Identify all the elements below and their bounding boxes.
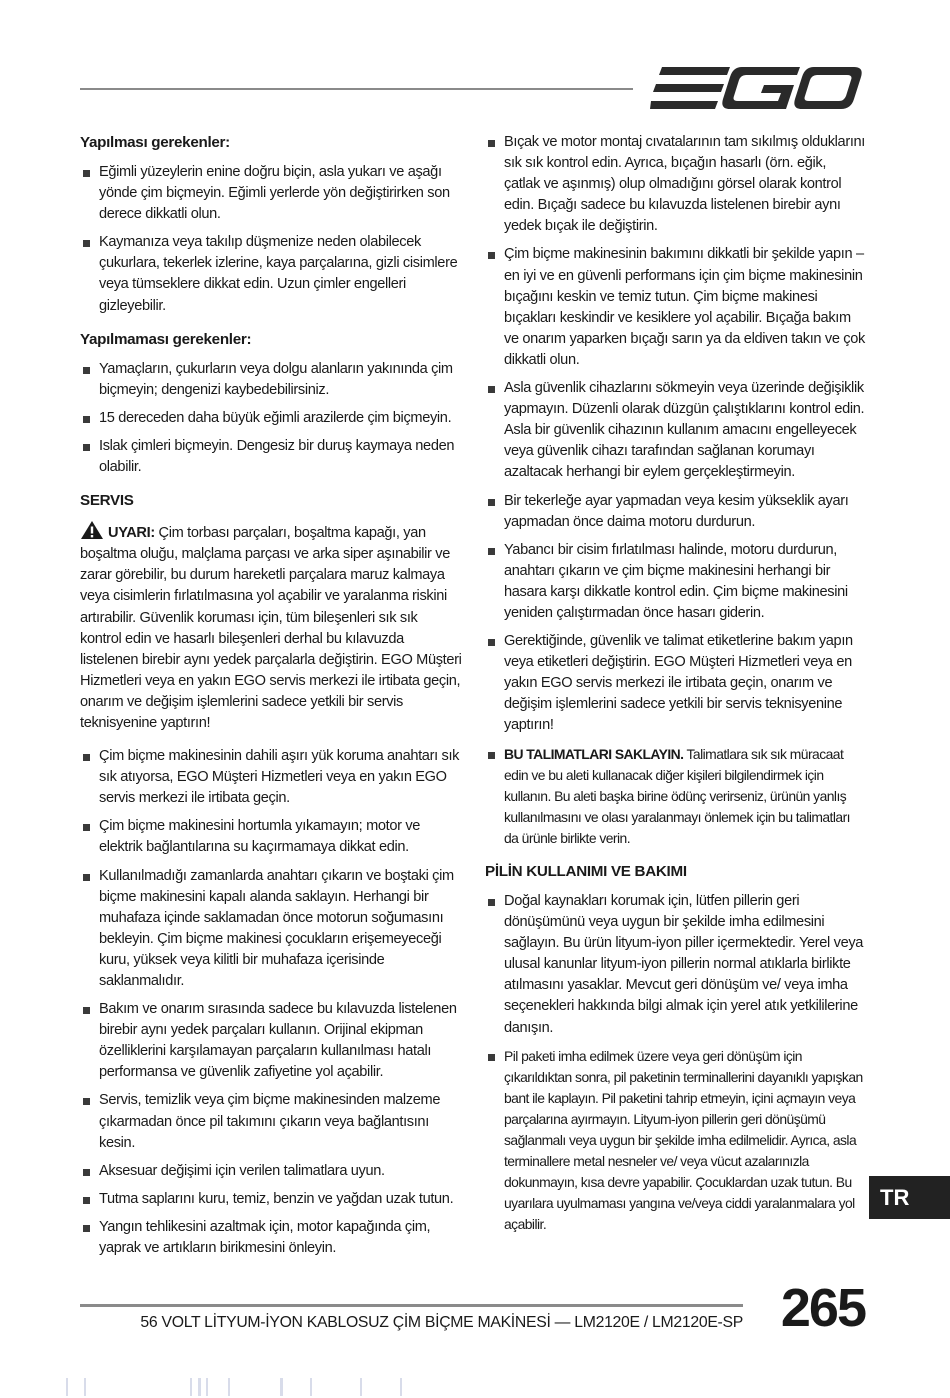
footer-title: 56 VOLT LİTYUM-İYON KABLOSUZ ÇİM BİÇME MAKİNESİ — LM2120E / LM2120E-SP <box>140 1314 743 1331</box>
list-item: Islak çimleri biçmeyin. Dengesiz bir duruş kaymaya neden olabilir. <box>80 436 462 478</box>
donts-heading: Yapılmaması gerekenler: <box>80 330 252 348</box>
list-item: Doğal kaynakları korumak için, lütfen pillerin geri dönüşümünü veya uygun bir şekilde imha edilmesini sağlayın. Bu ürün lityum-iyon piller içermektedir. Yerel veya ulusal kanunlar lityum-iyon pillerin normal atıklarla birlikte atılmasını yasaklar. Mevcut geri dönüşüm ve/ veya imha seçenekleri hakkında bilgi almak için yerel atık yetkililerine danışın. <box>485 891 865 1039</box>
list-item: Aksesuar değişimi için verilen talimatlara uyun. <box>80 1161 462 1182</box>
left-column <box>80 132 462 1271</box>
service-list <box>80 746 462 1259</box>
header-rule <box>80 88 633 90</box>
dos-list <box>80 162 462 317</box>
list-item: Tutma saplarını kuru, temiz, benzin ve yağdan uzak tutun. <box>80 1189 462 1210</box>
list-item: Kullanılmadığı zamanlarda anahtarı çıkarın ve boştaki çim biçme makinesini kapalı alanda saklayın. Herhangi bir muhafaza içinde saklamadan önce motorun soğumasını bekleyin. Çim biçme makinesi çocukların erişemeyeceği kuru, yüksek veya kilitli bir muhafaza içerisinde saklanmalıdır. <box>80 866 462 993</box>
save-instructions-item <box>485 744 865 849</box>
print-edge-marks <box>60 1376 460 1398</box>
language-tab: TR <box>869 1176 950 1219</box>
page-number: 265 <box>780 1278 865 1338</box>
service-list-continued <box>485 132 865 849</box>
list-item: Bakım ve onarım sırasında sadece bu kılavuzda listelenen birebir aynı yedek parçaları kullanın. Orijinal ekipman özelliklerini karşılamayan parçaların kullanılması hatalı performansa ve güvenlik zafiyetine yol açabilir. <box>80 999 462 1083</box>
list-item: Gerektiğinde, güvenlik ve talimat etiketlerine bakım yapın veya etiketleri değiştirin. EGO Müşteri Hizmetleri veya en yakın EGO servis merkezi ile irtibata geçin, onarım ve değişim işlemlerini sadece yetkili bir servis teknisyenine yaptırın! <box>485 631 865 736</box>
service-heading: SERVIS <box>80 492 134 510</box>
battery-list <box>485 891 865 1236</box>
list-item: Çim biçme makinesinin dahili aşırı yük koruma anahtarı sık sık atıyorsa, EGO Müşteri Hizmetleri veya en yakın EGO servis merkezi ile irtibata geçin. <box>80 746 462 809</box>
warning-text: Çim torbası parçaları, boşaltma kapağı, yan boşaltma oluğu, malçlama parçası ve arka siper aşınabilir ve zarar görebilir, bu durum hareketli parçalara maruz kalmaya veya cisimlerin fırlatılmasına yol açabilir ve yaralanma riskini artırabilir. Güvenlik koruması için, tüm bileşenleri sık sık kontrol edin ve hasarlı bileşenleri derhal bu kılavuzda listelenen birebir aynı yedek parçalarla değiştirin. EGO Müşteri Hizmetleri veya en yakın EGO servis merkezi ile irtibata geçin, onarım ve değişim işlemlerini sadece yetkili bir servis teknisyenine yaptırın! <box>80 525 462 731</box>
list-item: Pil paketi imha edilmek üzere veya geri dönüşüm için çıkarıldıktan sonra, pil paketinin terminallerini dayanıklı yapışkan bant ile kaplayın. Pil paketini tahrip etmeyin, içini açmayın veya parçalarına ayırmayın. Lityum-iyon pillerin geri dönüşümü sağlanmalı veya uygun bir şekilde imha edilmelidir. Ayrıca, asla terminallere metal nesneler ve/ veya vücut azalarınızla dokunmayın, kısa devre yapabilir. Çocuklardan uzak tutun. Bu uyarılara uyulmaması yangına ve/veya ciddi yaralanmalara yol açabilir. <box>485 1046 865 1236</box>
warning-icon <box>80 520 104 540</box>
list-item: 15 dereceden daha büyük eğimli arazilerde çim biçmeyin. <box>80 408 462 429</box>
list-item: Yamaçların, çukurların veya dolgu alanların yakınında çim biçmeyin; dengenizi kaybedebilirsiniz. <box>80 359 462 401</box>
list-item: Bir tekerleğe ayar yapmadan veya kesim yükseklik ayarı yapmadan önce daima motoru durdurun. <box>485 491 865 533</box>
ego-logo <box>650 64 862 112</box>
list-item: Servis, temizlik veya çim biçme makinesinden malzeme çıkarmadan önce pil takımını çıkarın veya bağlantısını kesin. <box>80 1090 462 1153</box>
battery-heading: PİLİN KULLANIMI VE BAKIMI <box>485 863 687 880</box>
list-item: Kaymanıza veya takılıp düşmenize neden olabilecek çukurlara, tekerlek izlerine, kaya parçalarına, gizli cisimlere veya tümseklere dikkat edin. Uzun çimler engelleri gizleyebilir. <box>80 232 462 316</box>
list-item: Bıçak ve motor montaj cıvatalarının tam sıkılmış olduklarını sık sık kontrol edin. Ayrıca, bıçağın hasarlı (örn. eğik, çatlak ve aşınmış) olup olmadığını görsel olarak kontrol edin. Bıçağı sadece bu kılavuzda listelenen birebir aynı yedek bıçak ile değiştirin. <box>485 132 865 237</box>
warning-label: UYARI: <box>108 525 155 542</box>
dos-heading: Yapılması gerekenler: <box>80 134 230 151</box>
save-instructions-label: BU TALIMATLARI SAKLAYIN. <box>504 745 684 762</box>
footer-rule <box>80 1304 743 1307</box>
save-instructions-text: Talimatlara sık sık müracaat edin ve bu aleti kullanacak diğer kişileri bilgilendirmek için kullanın. Bu aleti başka birine ödünç verirseniz, ürünün yanlış kullanılmasını ve olası yaralanmayı önlemek için bu talimatları da ürünle birlikte verin. <box>504 745 850 846</box>
list-item: Yabancı bir cisim fırlatılması halinde, motoru durdurun, anahtarı çıkarın ve çim biçme makinesini herhangi bir hasara karşı dikkatle kontrol edin. Çim biçme makinesini yeniden çalıştırmadan önce hasarı giderin. <box>485 540 865 624</box>
service-warning <box>80 520 462 734</box>
list-item: Eğimli yüzeylerin enine doğru biçin, asla yukarı ve aşağı yönde çim biçmeyin. Eğimli yerlerde yön değiştirirken son derece dikkatli olun. <box>80 162 462 225</box>
donts-list <box>80 359 462 478</box>
list-item: Çim biçme makinesini hortumla yıkamayın; motor ve elektrik bağlantılarına su kaçırmamaya dikkat edin. <box>80 816 462 858</box>
list-item: Çim biçme makinesinin bakımını dikkatli bir şekilde yapın – en iyi ve en güvenli performans için çim biçme makinesinin bıçağını keskin ve temiz tutun. Çim biçme makinesi bıçakları keskindir ve kesiklere yol açabilir. Bıçağa bakım ve onarım yaparken bıçağı sarın ya da eldiven takın ve çok dikkatli olun. <box>485 244 865 371</box>
list-item: Asla güvenlik cihazlarını sökmeyin veya üzerinde değişiklik yapmayın. Düzenli olarak düzgün çalıştıklarını kontrol edin. Asla bir güvenlik cihazının kullanım amacını engelleyecek veya güvenlik cihazı tarafından sağlanan korumayı azaltacak herhangi bir eylem gerçekleştirmeyin. <box>485 378 865 483</box>
list-item: Yangın tehlikesini azaltmak için, motor kapağında çim, yaprak ve artıkların birikmesini önleyin. <box>80 1217 462 1259</box>
right-column <box>485 132 865 1248</box>
